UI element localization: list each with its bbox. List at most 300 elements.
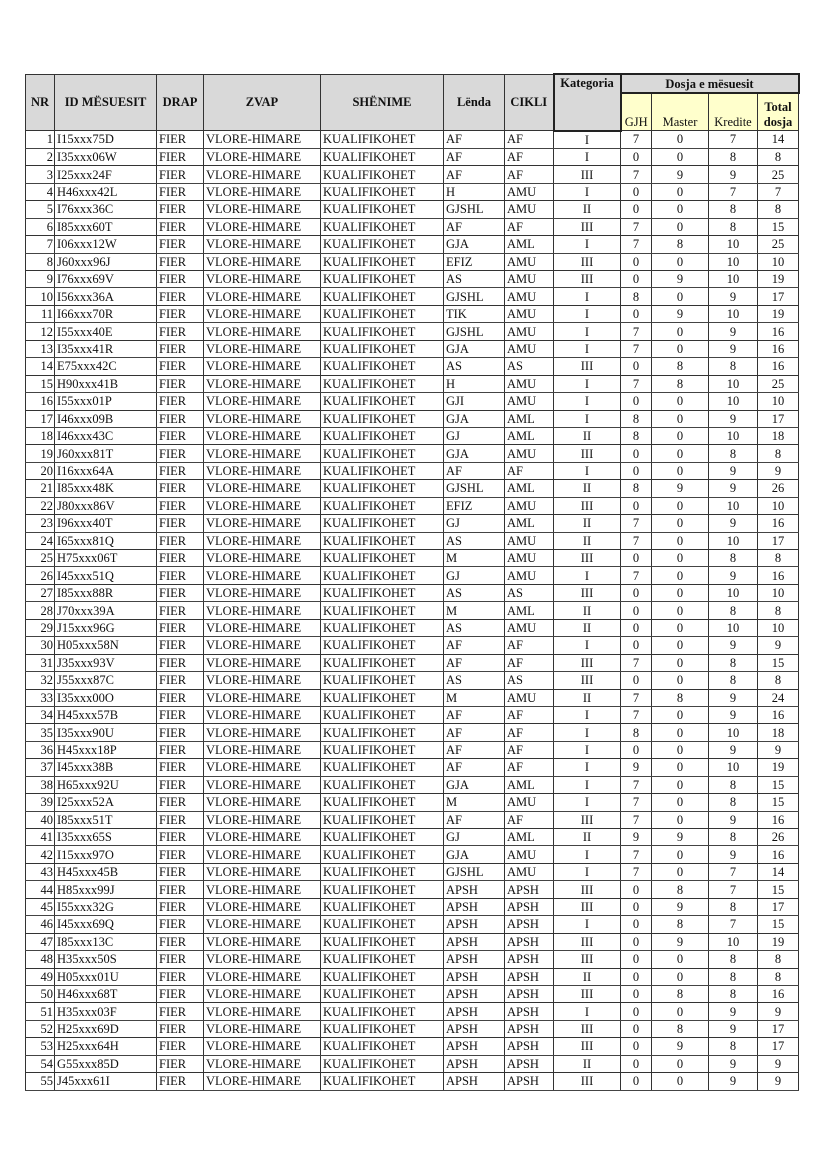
cell-lenda: GJSHL [444, 323, 505, 340]
cell-cikli: AML [505, 829, 554, 846]
cell-drap: FIER [157, 148, 204, 165]
cell-nr: 52 [26, 1020, 55, 1037]
cell-cikli: AF [505, 706, 554, 723]
cell-id: I65xxx81Q [55, 532, 157, 549]
cell-cikli: AF [505, 759, 554, 776]
header-id: ID MËSUESIT [55, 74, 157, 131]
cell-id: J60xxx96J [55, 253, 157, 270]
cell-gjh: 7 [621, 706, 652, 723]
cell-master: 0 [652, 218, 709, 235]
cell-drap: FIER [157, 898, 204, 915]
cell-kategoria: III [554, 1020, 621, 1037]
cell-lenda: GJ [444, 427, 505, 444]
cell-cikli: AF [505, 462, 554, 479]
cell-master: 0 [652, 759, 709, 776]
cell-id: I15xxx97O [55, 846, 157, 863]
header-kredite: Kredite [709, 93, 758, 131]
cell-total: 17 [758, 532, 799, 549]
cell-kredite: 8 [709, 550, 758, 567]
cell-drap: FIER [157, 933, 204, 950]
cell-lenda: AS [444, 271, 505, 288]
cell-lenda: AS [444, 584, 505, 601]
cell-gjh: 0 [621, 933, 652, 950]
table-row [26, 1020, 799, 1037]
cell-nr: 20 [26, 462, 55, 479]
cell-kredite: 10 [709, 619, 758, 636]
cell-shenime: KUALIFIKOHET [321, 863, 444, 880]
cell-lenda: GJSHL [444, 201, 505, 218]
cell-drap: FIER [157, 497, 204, 514]
cell-drap: FIER [157, 445, 204, 462]
cell-master: 0 [652, 410, 709, 427]
cell-gjh: 8 [621, 410, 652, 427]
cell-nr: 46 [26, 916, 55, 933]
cell-lenda: APSH [444, 968, 505, 985]
cell-cikli: AF [505, 218, 554, 235]
table-row [26, 881, 799, 898]
cell-drap: FIER [157, 410, 204, 427]
table-row [26, 951, 799, 968]
cell-id: H05xxx58N [55, 637, 157, 654]
cell-kredite: 8 [709, 951, 758, 968]
cell-gjh: 8 [621, 480, 652, 497]
table-row [26, 236, 799, 253]
cell-kategoria: I [554, 340, 621, 357]
cell-gjh: 7 [621, 567, 652, 584]
cell-kredite: 9 [709, 166, 758, 183]
cell-zvap: VLORE-HIMARE [204, 375, 321, 392]
cell-kategoria: I [554, 916, 621, 933]
cell-shenime: KUALIFIKOHET [321, 1038, 444, 1055]
cell-kategoria: II [554, 427, 621, 444]
table-row [26, 985, 799, 1002]
cell-master: 0 [652, 584, 709, 601]
cell-master: 0 [652, 706, 709, 723]
cell-kategoria: I [554, 462, 621, 479]
cell-drap: FIER [157, 305, 204, 322]
cell-zvap: VLORE-HIMARE [204, 846, 321, 863]
cell-shenime: KUALIFIKOHET [321, 759, 444, 776]
cell-zvap: VLORE-HIMARE [204, 951, 321, 968]
cell-master: 0 [652, 724, 709, 741]
cell-kategoria: I [554, 148, 621, 165]
cell-cikli: AMU [505, 846, 554, 863]
cell-kategoria: I [554, 131, 621, 149]
cell-id: I76xxx36C [55, 201, 157, 218]
cell-nr: 15 [26, 375, 55, 392]
cell-id: H25xxx69D [55, 1020, 157, 1037]
cell-id: I85xxx88R [55, 584, 157, 601]
cell-total: 15 [758, 654, 799, 671]
cell-drap: FIER [157, 951, 204, 968]
cell-zvap: VLORE-HIMARE [204, 898, 321, 915]
cell-zvap: VLORE-HIMARE [204, 410, 321, 427]
cell-kredite: 10 [709, 532, 758, 549]
cell-total: 16 [758, 515, 799, 532]
cell-cikli: APSH [505, 1073, 554, 1090]
cell-shenime: KUALIFIKOHET [321, 410, 444, 427]
cell-master: 0 [652, 201, 709, 218]
cell-shenime: KUALIFIKOHET [321, 201, 444, 218]
cell-zvap: VLORE-HIMARE [204, 968, 321, 985]
table-row [26, 166, 799, 183]
table-row [26, 218, 799, 235]
cell-lenda: M [444, 794, 505, 811]
cell-master: 0 [652, 794, 709, 811]
cell-master: 0 [652, 340, 709, 357]
cell-master: 0 [652, 637, 709, 654]
cell-cikli: AMU [505, 863, 554, 880]
cell-master: 0 [652, 567, 709, 584]
table-row [26, 776, 799, 793]
table-row [26, 689, 799, 706]
teachers-table [25, 73, 800, 1091]
cell-zvap: VLORE-HIMARE [204, 916, 321, 933]
cell-gjh: 0 [621, 271, 652, 288]
cell-kategoria: III [554, 672, 621, 689]
cell-id: H45xxx18P [55, 741, 157, 758]
cell-kredite: 8 [709, 148, 758, 165]
table-row [26, 863, 799, 880]
cell-total: 9 [758, 462, 799, 479]
table-row [26, 305, 799, 322]
cell-master: 0 [652, 811, 709, 828]
cell-cikli: AF [505, 811, 554, 828]
cell-kredite: 7 [709, 131, 758, 149]
cell-nr: 28 [26, 602, 55, 619]
cell-id: J70xxx39A [55, 602, 157, 619]
table-row [26, 759, 799, 776]
cell-gjh: 7 [621, 515, 652, 532]
cell-master: 0 [652, 515, 709, 532]
cell-kategoria: I [554, 288, 621, 305]
cell-drap: FIER [157, 985, 204, 1002]
cell-kredite: 7 [709, 881, 758, 898]
cell-lenda: AF [444, 218, 505, 235]
cell-zvap: VLORE-HIMARE [204, 654, 321, 671]
cell-kredite: 8 [709, 1038, 758, 1055]
cell-nr: 16 [26, 393, 55, 410]
cell-zvap: VLORE-HIMARE [204, 794, 321, 811]
cell-kredite: 8 [709, 898, 758, 915]
cell-nr: 10 [26, 288, 55, 305]
cell-nr: 17 [26, 410, 55, 427]
cell-kategoria: II [554, 689, 621, 706]
cell-nr: 14 [26, 358, 55, 375]
cell-cikli: APSH [505, 1055, 554, 1072]
cell-zvap: VLORE-HIMARE [204, 567, 321, 584]
cell-zvap: VLORE-HIMARE [204, 637, 321, 654]
cell-drap: FIER [157, 358, 204, 375]
cell-nr: 2 [26, 148, 55, 165]
cell-shenime: KUALIFIKOHET [321, 916, 444, 933]
cell-kategoria: I [554, 323, 621, 340]
cell-total: 8 [758, 148, 799, 165]
cell-total: 15 [758, 794, 799, 811]
cell-gjh: 0 [621, 253, 652, 270]
cell-master: 9 [652, 829, 709, 846]
cell-nr: 42 [26, 846, 55, 863]
cell-master: 0 [652, 672, 709, 689]
cell-total: 9 [758, 741, 799, 758]
cell-drap: FIER [157, 1003, 204, 1020]
cell-drap: FIER [157, 584, 204, 601]
table-row [26, 201, 799, 218]
cell-kategoria: I [554, 567, 621, 584]
cell-kategoria: I [554, 846, 621, 863]
cell-shenime: KUALIFIKOHET [321, 654, 444, 671]
cell-drap: FIER [157, 480, 204, 497]
cell-gjh: 7 [621, 532, 652, 549]
cell-shenime: KUALIFIKOHET [321, 985, 444, 1002]
cell-kategoria: III [554, 584, 621, 601]
cell-lenda: H [444, 183, 505, 200]
cell-zvap: VLORE-HIMARE [204, 619, 321, 636]
cell-kategoria: III [554, 654, 621, 671]
cell-nr: 1 [26, 131, 55, 149]
cell-nr: 9 [26, 271, 55, 288]
cell-nr: 18 [26, 427, 55, 444]
cell-kategoria: I [554, 375, 621, 392]
table-row [26, 515, 799, 532]
header-cikli: CIKLI [505, 74, 554, 131]
cell-shenime: KUALIFIKOHET [321, 1003, 444, 1020]
cell-zvap: VLORE-HIMARE [204, 706, 321, 723]
cell-cikli: AML [505, 480, 554, 497]
table-row [26, 183, 799, 200]
cell-master: 0 [652, 445, 709, 462]
cell-master: 0 [652, 1003, 709, 1020]
cell-zvap: VLORE-HIMARE [204, 462, 321, 479]
cell-total: 19 [758, 933, 799, 950]
cell-cikli: AMU [505, 340, 554, 357]
cell-kategoria: III [554, 166, 621, 183]
cell-cikli: APSH [505, 1003, 554, 1020]
cell-nr: 35 [26, 724, 55, 741]
cell-cikli: AMU [505, 375, 554, 392]
cell-drap: FIER [157, 1073, 204, 1090]
cell-kategoria: I [554, 794, 621, 811]
cell-cikli: AML [505, 410, 554, 427]
cell-kredite: 9 [709, 480, 758, 497]
cell-zvap: VLORE-HIMARE [204, 340, 321, 357]
cell-lenda: GJA [444, 236, 505, 253]
cell-zvap: VLORE-HIMARE [204, 183, 321, 200]
cell-gjh: 0 [621, 201, 652, 218]
cell-zvap: VLORE-HIMARE [204, 323, 321, 340]
cell-cikli: AML [505, 427, 554, 444]
cell-lenda: GJA [444, 445, 505, 462]
cell-master: 8 [652, 375, 709, 392]
cell-gjh: 7 [621, 794, 652, 811]
cell-kredite: 9 [709, 689, 758, 706]
cell-zvap: VLORE-HIMARE [204, 741, 321, 758]
cell-nr: 51 [26, 1003, 55, 1020]
cell-cikli: AF [505, 166, 554, 183]
cell-total: 16 [758, 811, 799, 828]
cell-id: H35xxx03F [55, 1003, 157, 1020]
cell-master: 0 [652, 1073, 709, 1090]
cell-kredite: 10 [709, 427, 758, 444]
cell-shenime: KUALIFIKOHET [321, 532, 444, 549]
cell-id: I46xxx09B [55, 410, 157, 427]
cell-id: J55xxx87C [55, 672, 157, 689]
cell-drap: FIER [157, 515, 204, 532]
cell-shenime: KUALIFIKOHET [321, 236, 444, 253]
cell-total: 8 [758, 968, 799, 985]
cell-shenime: KUALIFIKOHET [321, 724, 444, 741]
cell-id: J60xxx81T [55, 445, 157, 462]
cell-kredite: 9 [709, 288, 758, 305]
cell-total: 18 [758, 427, 799, 444]
cell-lenda: AF [444, 741, 505, 758]
cell-kategoria: I [554, 724, 621, 741]
cell-nr: 27 [26, 584, 55, 601]
cell-total: 17 [758, 410, 799, 427]
cell-drap: FIER [157, 846, 204, 863]
cell-kategoria: III [554, 550, 621, 567]
cell-kategoria: I [554, 776, 621, 793]
table-row [26, 654, 799, 671]
cell-kategoria: I [554, 183, 621, 200]
table-row [26, 933, 799, 950]
cell-kredite: 9 [709, 811, 758, 828]
cell-cikli: AML [505, 602, 554, 619]
cell-kredite: 9 [709, 637, 758, 654]
cell-master: 0 [652, 323, 709, 340]
table-row [26, 1038, 799, 1055]
cell-total: 26 [758, 829, 799, 846]
cell-nr: 6 [26, 218, 55, 235]
cell-shenime: KUALIFIKOHET [321, 340, 444, 357]
cell-kredite: 9 [709, 1073, 758, 1090]
cell-drap: FIER [157, 1038, 204, 1055]
cell-kredite: 9 [709, 706, 758, 723]
cell-kategoria: III [554, 811, 621, 828]
cell-cikli: AML [505, 515, 554, 532]
cell-total: 17 [758, 1038, 799, 1055]
cell-kategoria: I [554, 759, 621, 776]
cell-kategoria: III [554, 933, 621, 950]
cell-cikli: AMU [505, 497, 554, 514]
cell-drap: FIER [157, 968, 204, 985]
cell-total: 10 [758, 497, 799, 514]
cell-lenda: M [444, 550, 505, 567]
cell-total: 8 [758, 672, 799, 689]
cell-nr: 29 [26, 619, 55, 636]
cell-nr: 3 [26, 166, 55, 183]
cell-id: I35xxx06W [55, 148, 157, 165]
cell-lenda: GJ [444, 829, 505, 846]
cell-zvap: VLORE-HIMARE [204, 863, 321, 880]
cell-shenime: KUALIFIKOHET [321, 968, 444, 985]
cell-kategoria: I [554, 1003, 621, 1020]
cell-total: 24 [758, 689, 799, 706]
cell-nr: 36 [26, 741, 55, 758]
cell-gjh: 7 [621, 375, 652, 392]
cell-gjh: 9 [621, 759, 652, 776]
cell-shenime: KUALIFIKOHET [321, 933, 444, 950]
cell-id: H46xxx68T [55, 985, 157, 1002]
cell-master: 0 [652, 602, 709, 619]
cell-lenda: APSH [444, 898, 505, 915]
cell-gjh: 7 [621, 131, 652, 149]
cell-nr: 43 [26, 863, 55, 880]
table-row [26, 1055, 799, 1072]
cell-id: I25xxx24F [55, 166, 157, 183]
cell-total: 9 [758, 1055, 799, 1072]
cell-gjh: 0 [621, 445, 652, 462]
cell-gjh: 7 [621, 654, 652, 671]
cell-drap: FIER [157, 863, 204, 880]
cell-kredite: 10 [709, 253, 758, 270]
cell-cikli: AS [505, 358, 554, 375]
table-row [26, 846, 799, 863]
cell-nr: 25 [26, 550, 55, 567]
cell-id: I45xxx69Q [55, 916, 157, 933]
cell-id: I35xxx41R [55, 340, 157, 357]
table-row [26, 445, 799, 462]
cell-total: 17 [758, 1020, 799, 1037]
cell-id: I85xxx60T [55, 218, 157, 235]
cell-total: 16 [758, 567, 799, 584]
cell-master: 9 [652, 933, 709, 950]
cell-shenime: KUALIFIKOHET [321, 689, 444, 706]
cell-lenda: GJSHL [444, 288, 505, 305]
cell-kredite: 10 [709, 497, 758, 514]
cell-kategoria: III [554, 358, 621, 375]
header-kategoria: Kategoria [554, 74, 621, 131]
cell-zvap: VLORE-HIMARE [204, 1073, 321, 1090]
cell-total: 8 [758, 951, 799, 968]
cell-lenda: APSH [444, 1073, 505, 1090]
cell-zvap: VLORE-HIMARE [204, 584, 321, 601]
cell-kategoria: I [554, 236, 621, 253]
header-master: Master [652, 93, 709, 131]
cell-nr: 12 [26, 323, 55, 340]
cell-nr: 13 [26, 340, 55, 357]
cell-id: H05xxx01U [55, 968, 157, 985]
cell-shenime: KUALIFIKOHET [321, 305, 444, 322]
cell-shenime: KUALIFIKOHET [321, 218, 444, 235]
cell-kategoria: I [554, 863, 621, 880]
cell-drap: FIER [157, 567, 204, 584]
cell-nr: 5 [26, 201, 55, 218]
cell-lenda: AS [444, 619, 505, 636]
cell-zvap: VLORE-HIMARE [204, 358, 321, 375]
cell-total: 14 [758, 863, 799, 880]
cell-id: H90xxx41B [55, 375, 157, 392]
cell-drap: FIER [157, 1055, 204, 1072]
cell-id: H65xxx92U [55, 776, 157, 793]
cell-gjh: 0 [621, 1038, 652, 1055]
cell-cikli: AMU [505, 794, 554, 811]
cell-shenime: KUALIFIKOHET [321, 288, 444, 305]
cell-gjh: 0 [621, 968, 652, 985]
cell-id: I55xxx01P [55, 393, 157, 410]
cell-master: 8 [652, 916, 709, 933]
cell-master: 0 [652, 863, 709, 880]
cell-lenda: AF [444, 148, 505, 165]
cell-total: 16 [758, 358, 799, 375]
cell-master: 9 [652, 305, 709, 322]
cell-gjh: 0 [621, 148, 652, 165]
cell-cikli: AMU [505, 393, 554, 410]
table-row [26, 550, 799, 567]
cell-lenda: GJA [444, 410, 505, 427]
table-row [26, 811, 799, 828]
cell-shenime: KUALIFIKOHET [321, 515, 444, 532]
